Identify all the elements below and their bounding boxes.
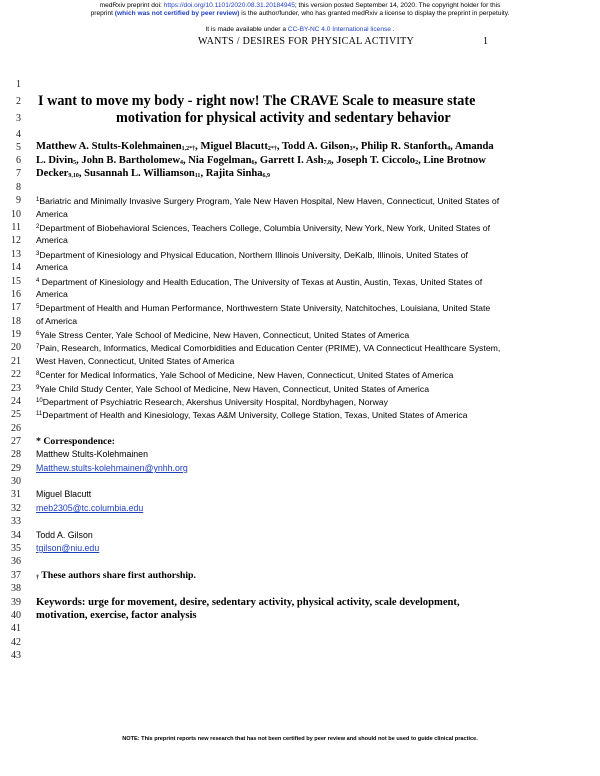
keywords-line-1: Keywords: urge for movement, desire, sedentary activity, physical activity, scale development, bbox=[36, 597, 460, 608]
line-number: 36 bbox=[11, 556, 21, 567]
contact-name: Miguel Blacutt bbox=[36, 489, 92, 499]
affiliation-6: $^6$Yale Stress Center, Yale School of Medicine, New Haven, Connecticut, United States of America bbox=[36, 330, 410, 340]
line-number: 28 bbox=[11, 449, 21, 460]
line-number: 13 bbox=[11, 249, 21, 260]
line-number: 7 bbox=[16, 168, 21, 179]
running-head: WANTS / DESIRES FOR PHYSICAL ACTIVITY bbox=[198, 36, 415, 47]
line-number: 27 bbox=[11, 436, 21, 447]
line-number: 10 bbox=[11, 209, 21, 220]
affiliation-9: $^9$Yale Child Study Center, Yale School of Medicine, New Haven, Connecticut, United States of America bbox=[36, 384, 430, 394]
keywords-line-2: motivation, exercise, factor analysis bbox=[36, 610, 197, 621]
line-number: 3 bbox=[16, 113, 21, 124]
affiliation-7-cont: West Haven, Connecticut, United States of America bbox=[36, 356, 235, 366]
line-number: 33 bbox=[11, 516, 21, 527]
affiliation-4: $^4$ Department of Kinesiology and Health Education, The University of Texas at Austin, Austin, Texas, United States of bbox=[36, 277, 483, 287]
doi-link[interactable]: https://doi.org/10.1101/2020.08.31.20184945 bbox=[163, 2, 295, 9]
line-number: 21 bbox=[11, 356, 21, 367]
affiliation-5-cont: of America bbox=[36, 316, 78, 326]
line-number: 20 bbox=[11, 342, 21, 353]
preprint-banner-line-1: medRxiv preprint doi: https://doi.org/10.1101/2020.08.31.20184945; this version posted September 14, 2020. The copyright holder for this bbox=[99, 2, 501, 9]
line-number: 15 bbox=[11, 276, 21, 287]
affiliation-4-cont: America bbox=[36, 289, 68, 299]
line-number: 41 bbox=[11, 623, 21, 634]
line-number: 38 bbox=[11, 583, 21, 594]
contact-name: Matthew Stults-Kolehmainen bbox=[36, 449, 148, 459]
line-number: 31 bbox=[11, 489, 21, 500]
dagger-mark: † bbox=[36, 575, 39, 581]
license-link[interactable]: CC-BY-NC 4.0 International license bbox=[287, 26, 391, 33]
line-number: 43 bbox=[11, 650, 21, 661]
affiliation-1: $^1$Bariatric and Minimally Invasive Surgery Program, Yale New Haven Hospital, New Haven, Connecticut, United States of bbox=[36, 196, 500, 206]
line-number: 42 bbox=[11, 637, 21, 648]
line-number: 22 bbox=[11, 369, 21, 380]
line-number: 35 bbox=[11, 543, 21, 554]
line-number: 23 bbox=[11, 383, 21, 394]
affiliation-1-cont: America bbox=[36, 209, 68, 219]
line-number: 40 bbox=[11, 610, 21, 621]
affiliation-2-cont: America bbox=[36, 235, 68, 245]
line-number: 34 bbox=[11, 530, 21, 541]
line-number: 6 bbox=[16, 155, 21, 166]
line-number: 12 bbox=[11, 235, 21, 246]
line-number: 11 bbox=[11, 222, 21, 233]
paper-title-line-2: motivation for physical activity and sedentary behavior bbox=[116, 110, 451, 126]
contact-email-link[interactable]: Matthew.stults-kolehmainen@ynhh.org bbox=[36, 463, 188, 473]
line-number: 1 bbox=[16, 79, 21, 90]
line-number: 37 bbox=[11, 570, 21, 581]
line-number: 26 bbox=[11, 423, 21, 434]
line-number: 2 bbox=[16, 96, 21, 107]
author-list-line-2: L. Divin$_5$, John B. Bartholomew$_4$, Nia Fogelman$_6$, Garrett I. Ash$_{7,8}$, Joseph T. Ciccolo$_2$, Line Brotnow bbox=[36, 155, 486, 166]
preprint-disclaimer-footer: NOTE: This preprint reports new research that has not been certified by peer review and should not be used to guide clinical practice. bbox=[122, 736, 478, 742]
affiliation-11: $^{11}$Department of Health and Kinesiology, Texas A&M University, College Station, Texas, United States of America bbox=[36, 410, 468, 420]
line-number: 17 bbox=[11, 302, 21, 313]
line-number: 18 bbox=[11, 316, 21, 327]
affiliation-3: $^3$Department of Kinesiology and Physical Education, Northern Illinois University, DeKalb, Illinois, United States of bbox=[36, 250, 468, 260]
line-number: 39 bbox=[11, 597, 21, 608]
affiliation-10: $^{10}$Department of Psychiatric Research, Akershus University Hospital, Nordbyhagen, Norway bbox=[36, 397, 388, 407]
page-number: 1 bbox=[483, 36, 488, 47]
affiliation-3-cont: America bbox=[36, 262, 68, 272]
affiliation-5: $^5$Department of Health and Human Performance, Northwestern State University, Natchitoches, Louisiana, United State bbox=[36, 303, 491, 313]
line-number: 5 bbox=[16, 142, 21, 153]
line-number: 24 bbox=[11, 396, 21, 407]
contact-email-link[interactable]: tgilson@niu.edu bbox=[36, 543, 100, 553]
contact-email-link[interactable]: meb2305@tc.columbia.edu bbox=[36, 503, 144, 513]
affiliation-8: $^8$Center for Medical Informatics, Yale School of Medicine, New Haven, Connecticut, United States of America bbox=[36, 370, 454, 380]
first-authorship-note: $_\dagger$ These authors share first authorship. bbox=[36, 570, 196, 581]
line-number: 19 bbox=[11, 329, 21, 340]
preprint-banner-line-2: preprint (which was not certified by peer review) is the author/funder, who has granted medRxiv a license to display the preprint in perpetuity. bbox=[90, 10, 510, 17]
author-list-line-3: Decker$_{9,10}$, Susannah L. Williamson$_{11}$, Rajita Sinha$_{6,9}$ bbox=[36, 168, 271, 179]
line-number: 30 bbox=[11, 476, 21, 487]
keywords-label: Keywords: bbox=[36, 597, 86, 608]
line-number: 14 bbox=[11, 262, 21, 273]
line-number: 8 bbox=[16, 182, 21, 193]
author-list-line-1: Matthew A. Stults-Kolehmainen$_{1,2*\dagger}$, Miguel Blacutt$_{2*\dagger}$, Todd A. Gilson$_{3*}$, Philip R. Stanforth$_4$, Amanda bbox=[36, 141, 494, 152]
correspondence-heading: * Correspondence: bbox=[36, 436, 116, 447]
line-number: 9 bbox=[16, 195, 21, 206]
affiliation-2: $^2$Department of Biobehavioral Sciences, Teachers College, Columbia University, New York, New York, United States of bbox=[36, 223, 491, 233]
line-number: 16 bbox=[11, 289, 21, 300]
line-number: 25 bbox=[11, 409, 21, 420]
line-number: 32 bbox=[11, 503, 21, 514]
line-number: 4 bbox=[16, 129, 21, 140]
preprint-banner-line-3: It is made available under a CC-BY-NC 4.0 International license . bbox=[205, 26, 395, 33]
paper-title-line-1: I want to move my body - right now! The CRAVE Scale to measure state bbox=[38, 93, 476, 109]
contact-name: Todd A. Gilson bbox=[36, 530, 93, 540]
affiliation-7: $^7$Pain, Research, Informatics, Medical Comorbidities and Education Center (PRIME), VA Connecticut Healthcare System, bbox=[36, 343, 501, 353]
line-number: 29 bbox=[11, 463, 21, 474]
